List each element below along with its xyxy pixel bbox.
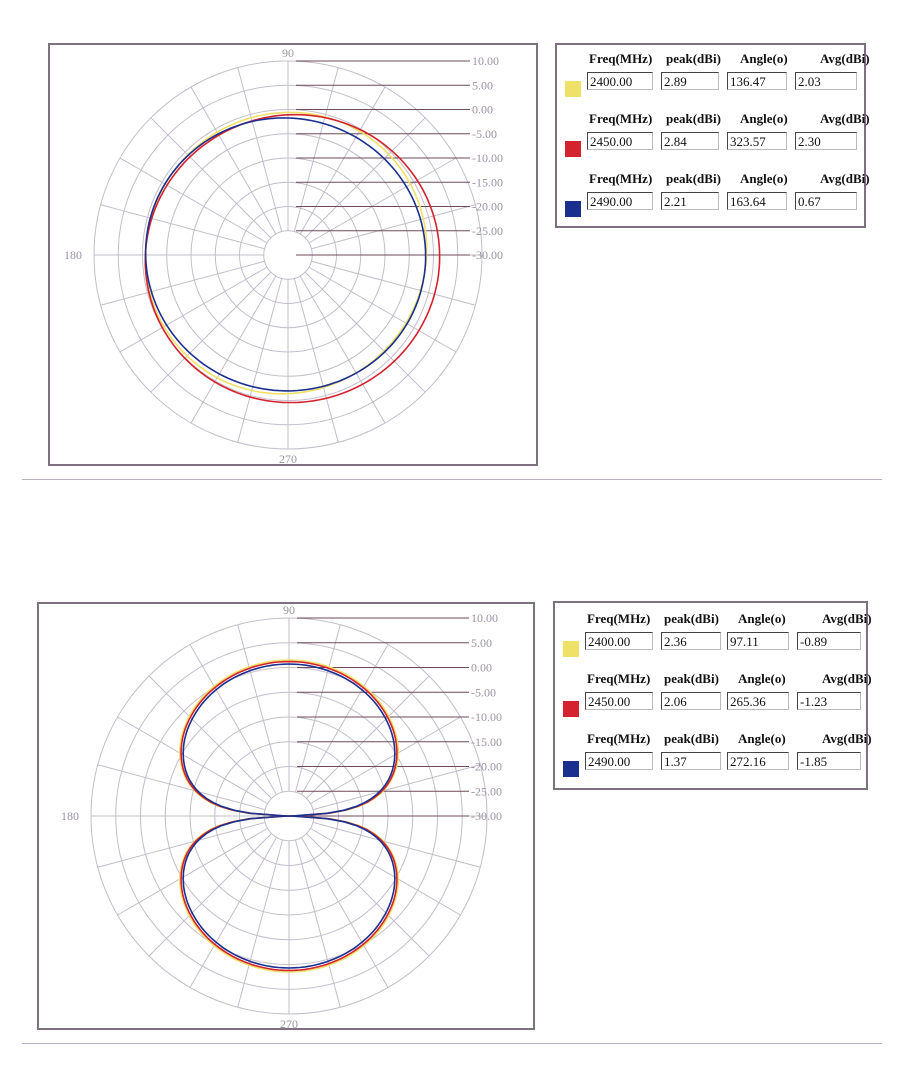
angle-label: 180 — [64, 248, 82, 262]
angle-label: 90 — [283, 604, 295, 617]
header-peak: peak(dBi) — [664, 611, 719, 626]
angle-field: 265.36 — [727, 692, 789, 710]
freq-field: 2400.00 — [585, 632, 653, 650]
peak-field: 2.06 — [661, 692, 721, 710]
radial-tick-label: -25.00 — [471, 784, 502, 799]
header-angle: Angle(o) — [740, 171, 788, 186]
grid-spoke — [305, 272, 425, 392]
polar-chart-2-svg — [39, 604, 533, 1028]
separator-line — [22, 1043, 882, 1044]
radial-tick-label: -5.00 — [472, 126, 497, 141]
peak-field: 1.37 — [661, 752, 721, 770]
peak-field: 2.84 — [661, 132, 719, 150]
legend-entry — [563, 671, 872, 727]
radial-tick-label: -15.00 — [471, 734, 502, 749]
header-freq: Freq(MHz) — [587, 731, 651, 746]
angle-field: 323.57 — [727, 132, 787, 150]
header-avg: Avg(dBi) — [820, 51, 870, 66]
header-peak: peak(dBi) — [666, 51, 721, 66]
header-avg: Avg(dBi) — [822, 611, 872, 626]
header-angle: Angle(o) — [738, 611, 786, 626]
radial-tick-label: 0.00 — [472, 102, 493, 117]
legend-headers — [587, 611, 887, 629]
polar-plot-1 — [48, 43, 538, 466]
legend-panel-2 — [553, 601, 872, 790]
angle-label: 270 — [279, 452, 297, 464]
radial-tick-label: -15.00 — [472, 175, 503, 190]
freq-field: 2490.00 — [587, 192, 653, 210]
radial-tick-label: -30.00 — [471, 809, 502, 823]
avg-field: 0.67 — [795, 192, 857, 210]
header-freq: Freq(MHz) — [587, 671, 651, 686]
freq-field: 2450.00 — [587, 132, 653, 150]
angle-field: 163.64 — [727, 192, 787, 210]
peak-field: 2.89 — [661, 72, 719, 90]
polar-plot-2 — [37, 602, 535, 1030]
radial-tick-label: 0.00 — [471, 660, 492, 675]
header-peak: peak(dBi) — [666, 111, 721, 126]
legend-entry — [563, 731, 872, 787]
header-freq: Freq(MHz) — [589, 111, 653, 126]
color-swatch-red — [565, 141, 581, 157]
legend-headers — [587, 731, 887, 749]
color-swatch-yellow — [563, 641, 579, 657]
polar-chart-1-svg — [50, 45, 536, 464]
peak-field: 2.21 — [661, 192, 719, 210]
radial-tick-label: 5.00 — [472, 78, 493, 93]
header-freq: Freq(MHz) — [587, 611, 651, 626]
header-peak: peak(dBi) — [664, 731, 719, 746]
freq-field: 2400.00 — [587, 72, 653, 90]
legend-entry — [565, 51, 870, 107]
header-angle: Angle(o) — [738, 671, 786, 686]
legend-headers — [587, 671, 887, 689]
legend-entry — [563, 611, 872, 667]
legend-headers — [589, 51, 889, 69]
legend-panel-1 — [555, 43, 870, 228]
angle-field: 136.47 — [727, 72, 787, 90]
legend-entry — [565, 171, 870, 227]
header-avg: Avg(dBi) — [822, 671, 872, 686]
radial-tick-label: 10.00 — [472, 54, 499, 68]
peak-field: 2.36 — [661, 632, 721, 650]
avg-field: 2.30 — [795, 132, 857, 150]
legend-headers — [589, 111, 889, 129]
radial-tick-label: -20.00 — [472, 199, 503, 214]
legend-entry — [565, 111, 870, 167]
header-avg: Avg(dBi) — [820, 111, 870, 126]
angle-label: 180 — [61, 809, 79, 823]
avg-field: -1.23 — [797, 692, 861, 710]
separator-line — [22, 479, 882, 480]
header-avg: Avg(dBi) — [822, 731, 872, 746]
angle-label: 270 — [280, 1017, 298, 1028]
radial-tick-label: 5.00 — [471, 635, 492, 650]
header-angle: Angle(o) — [740, 111, 788, 126]
freq-field: 2450.00 — [585, 692, 653, 710]
radial-tick-label: -10.00 — [472, 151, 503, 165]
color-swatch-blue — [565, 201, 581, 217]
radial-tick-label: -25.00 — [472, 223, 503, 238]
color-swatch-red — [563, 701, 579, 717]
radial-tick-label: -10.00 — [471, 710, 502, 724]
angle-field: 272.16 — [727, 752, 789, 770]
header-avg: Avg(dBi) — [820, 171, 870, 186]
color-swatch-blue — [563, 761, 579, 777]
radial-tick-label: -30.00 — [472, 248, 503, 262]
avg-field: -0.89 — [797, 632, 861, 650]
avg-field: -1.85 — [797, 752, 861, 770]
freq-field: 2490.00 — [585, 752, 653, 770]
angle-label: 90 — [282, 46, 294, 60]
header-angle: Angle(o) — [738, 731, 786, 746]
angle-field: 97.11 — [727, 632, 789, 650]
header-peak: peak(dBi) — [666, 171, 721, 186]
radial-tick-label: -20.00 — [471, 759, 502, 774]
color-swatch-yellow — [565, 81, 581, 97]
header-angle: Angle(o) — [740, 51, 788, 66]
header-peak: peak(dBi) — [664, 671, 719, 686]
avg-field: 2.03 — [795, 72, 857, 90]
radial-tick-label: 10.00 — [471, 611, 498, 625]
legend-headers — [589, 171, 889, 189]
radial-tick-label: -5.00 — [471, 685, 496, 700]
header-freq: Freq(MHz) — [589, 51, 653, 66]
header-freq: Freq(MHz) — [589, 171, 653, 186]
